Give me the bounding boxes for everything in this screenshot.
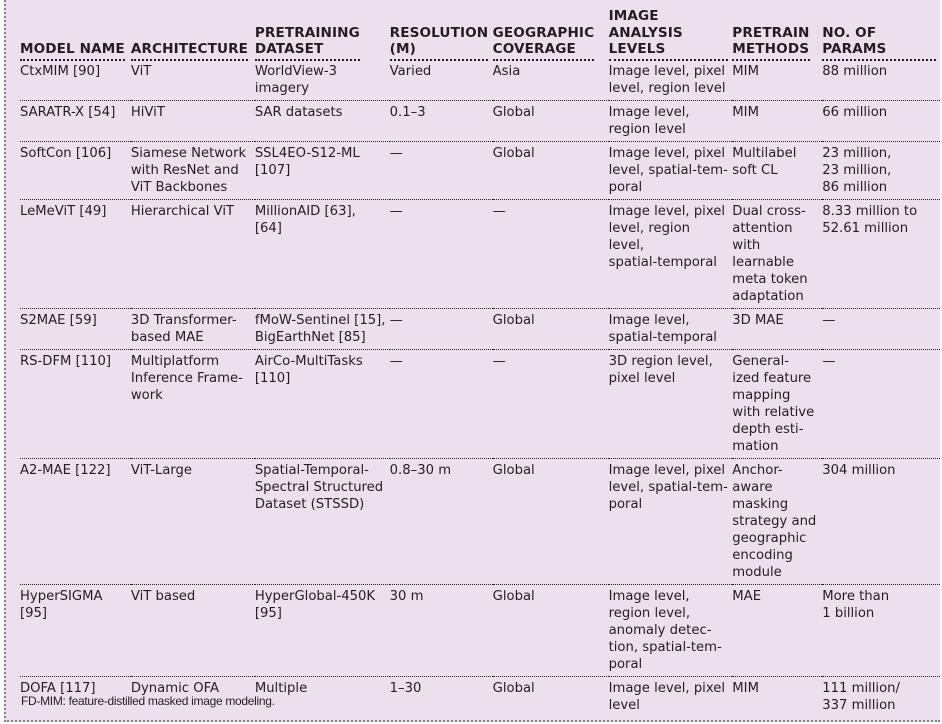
cell-arch: Siamese Network with ResNet and ViT Backbones <box>131 141 255 199</box>
cell-res: 0.1–3 <box>390 100 493 141</box>
cell-methods: MIM <box>732 676 822 717</box>
cell-geo: — <box>493 349 609 458</box>
column-header-label: GEOGRAPHIC COVERAGE <box>493 25 595 61</box>
cell-methods: Multilabel soft CL <box>732 141 822 199</box>
cell-params: 23 million, 23 million, 86 million <box>822 141 940 199</box>
column-header-label: RESOLUTION (M) <box>390 25 489 61</box>
cell-arch: ViT based <box>131 584 255 676</box>
cell-model: A2-MAE [122] <box>20 458 131 584</box>
column-header-methods <box>732 8 822 63</box>
column-header-label: PRETRAIN METHODS <box>732 25 809 61</box>
cell-params: — <box>822 349 940 458</box>
cell-arch: Multiplatform Inference Frame- work <box>131 349 255 458</box>
cell-levels: Image level, spatial-temporal <box>609 308 733 349</box>
table-row <box>20 308 940 349</box>
table-row <box>20 141 940 199</box>
cell-arch: HiViT <box>131 100 255 141</box>
column-header-label: NO. OF PARAMS <box>822 25 936 61</box>
table-row <box>20 584 940 676</box>
cell-dataset: MillionAID [63], [64] <box>255 199 390 308</box>
cell-dataset: Spatial-Temporal- Spectral Structured Dataset (STSSD) <box>255 458 390 584</box>
cell-res: — <box>390 308 493 349</box>
cell-geo: Global <box>493 458 609 584</box>
cell-model: SARATR-X [54] <box>20 100 131 141</box>
cell-params: — <box>822 308 940 349</box>
cell-res: Varied <box>389 63 432 79</box>
column-header-dataset <box>255 8 390 63</box>
cell-res: 0.8–30 m <box>390 458 493 584</box>
cell-params: 111 million/ 337 million <box>822 676 940 717</box>
column-header-label: ARCHITECTURE <box>131 41 248 61</box>
cell-model: LeMeViT [49] <box>20 199 131 308</box>
cell-model: CtxMIM [90] <box>20 63 101 79</box>
cell-arch: ViT-Large <box>131 458 255 584</box>
cell-methods: Anchor- aware masking strategy and geographic encoding module <box>732 458 822 584</box>
table-row <box>20 63 940 101</box>
cell-dataset: SAR datasets <box>255 100 390 141</box>
cell-model: DOFA [117] <box>20 676 131 717</box>
cell-geo: Global <box>493 308 609 349</box>
cell-params: 88 million <box>822 63 888 79</box>
footnote: FD-MIM: feature-distilled masked image modeling. <box>21 694 275 708</box>
cell-params: More than 1 billion <box>822 584 940 676</box>
cell-res: — <box>390 141 493 199</box>
cell-model: RS-DFM [110] <box>20 349 131 458</box>
cell-methods: Dual cross- attention with learnable meta token adaptation <box>732 199 822 308</box>
column-header-label: MODEL NAME <box>20 41 125 61</box>
cell-levels: Image level, pixel level, spatial-tem- poral <box>609 458 733 584</box>
table-row <box>20 349 940 458</box>
cell-res: — <box>390 349 493 458</box>
column-header-label: IMAGE ANALYSIS LEVELS <box>609 8 729 61</box>
table-row <box>20 100 940 141</box>
cell-res: — <box>390 199 493 308</box>
cell-arch: 3D Transformer- based MAE <box>131 308 255 349</box>
cell-dataset: Multiple <box>255 676 390 717</box>
cell-arch: Hierarchical ViT <box>131 199 255 308</box>
cell-params: 304 million <box>822 458 940 584</box>
cell-geo: Global <box>493 584 609 676</box>
cell-geo: Global <box>493 100 609 141</box>
cell-arch: Dynamic OFA <box>131 676 255 717</box>
cell-arch: ViT <box>130 63 152 79</box>
cell-geo: Global <box>493 676 609 717</box>
table-body <box>20 63 940 717</box>
cell-dataset: WorldView-3 imagery <box>254 63 338 96</box>
cell-geo: Global <box>493 141 609 199</box>
cell-methods: MAE <box>732 584 822 676</box>
cell-levels: Image level, region level, anomaly detec- tion, spatial-tem- poral <box>609 584 733 676</box>
column-header-label: PRETRAINING DATASET <box>255 25 360 61</box>
cell-levels: 3D region level, pixel level <box>609 349 733 458</box>
models-table <box>20 8 940 717</box>
cell-levels: Image level, pixel level <box>609 676 733 717</box>
table-row <box>20 458 940 584</box>
cell-dataset: fMoW-Sentinel [15], BigEarthNet [85] <box>255 308 390 349</box>
column-header-arch <box>131 8 255 63</box>
header-row <box>20 8 940 63</box>
cell-levels: Image level, pixel level, region level <box>608 63 726 96</box>
cell-res: 30 m <box>390 584 493 676</box>
cell-params: 8.33 million to 52.61 million <box>822 199 940 308</box>
cell-model: SoftCon [106] <box>20 141 131 199</box>
cell-geo: — <box>493 199 609 308</box>
table-panel <box>4 0 940 722</box>
cell-levels: Image level, pixel level, region level, spatial-temporal <box>609 199 733 308</box>
column-header-params <box>822 8 940 63</box>
column-header-res <box>390 8 493 63</box>
cell-geo: Asia <box>492 63 521 79</box>
cell-methods: General- ized feature mapping with relative depth esti- mation <box>732 349 822 458</box>
cell-model: HyperSIGMA [95] <box>20 584 131 676</box>
cell-res: 1–30 <box>390 676 493 717</box>
cell-methods: 3D MAE <box>732 308 822 349</box>
cell-dataset: HyperGlobal-450K [95] <box>255 584 390 676</box>
cell-params: 66 million <box>822 100 940 141</box>
column-header-levels <box>609 8 733 63</box>
cell-levels: Image level, region level <box>609 100 733 141</box>
column-header-geo <box>493 8 609 63</box>
cell-methods: MIM <box>732 63 759 79</box>
column-header-model <box>20 8 131 63</box>
table-row <box>20 199 940 308</box>
cell-dataset: AirCo-MultiTasks [110] <box>255 349 390 458</box>
cell-dataset: SSL4EO-S12-ML [107] <box>255 141 390 199</box>
cell-methods: MIM <box>732 100 822 141</box>
cell-model: S2MAE [59] <box>20 308 131 349</box>
cell-levels: Image level, pixel level, spatial-tem- poral <box>609 141 733 199</box>
